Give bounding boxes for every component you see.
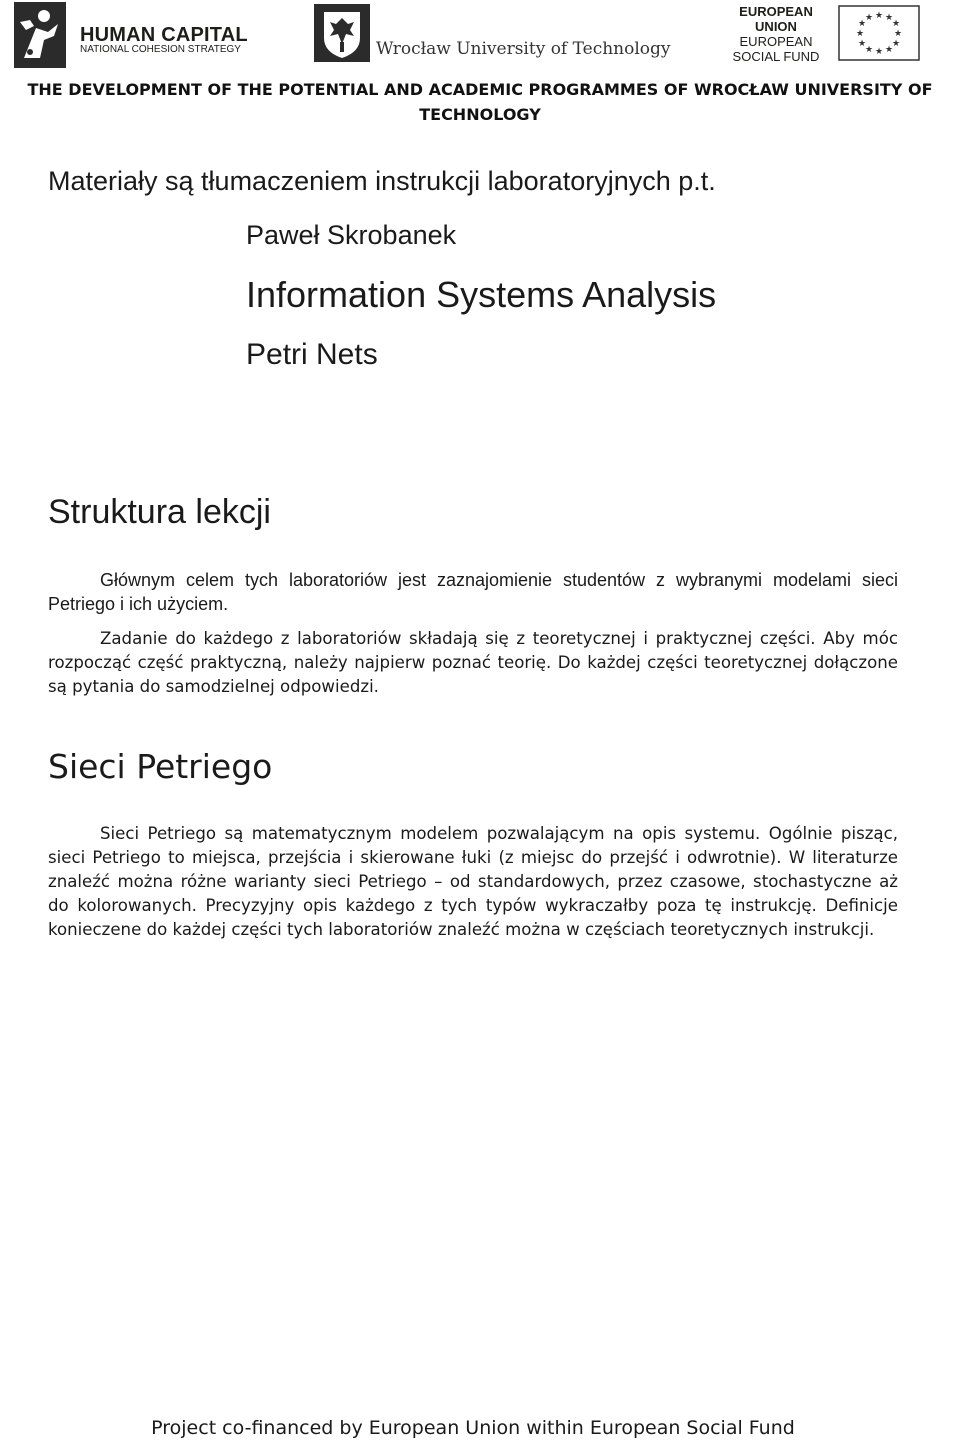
structure-paragraph-1: Głównym celem tych laboratoriów jest zaznajomienie studentów z wybranymi modelami sieci Petriego i ich użyciem. [48,570,898,614]
human-capital-subtitle: NATIONAL COHESION STRATEGY [80,44,241,55]
course-title: Information Systems Analysis [246,274,717,315]
esf-line-2: UNION [755,19,797,34]
section-heading-structure: Struktura lekcji [48,493,271,531]
svg-text:★: ★ [864,45,874,55]
project-title-line-1: THE DEVELOPMENT OF THE POTENTIAL AND ACADEMIC PROGRAMMES OF WROCŁAW UNIVERSITY OF [27,80,933,99]
svg-text:★: ★ [874,47,884,57]
section-heading-petri-nets: Sieci Petriego [48,747,273,786]
structure-paragraph-2: Zadanie do każdego z laboratoriów składają się z teoretycznej i praktycznej części. Aby móc rozpocząć część praktyczną, należy najpierw poznać teorię. Do każdej części teoretycznej dołączone są pytania do samodzielnej odpowiedzi. [48,629,898,696]
human-capital-logo [14,2,254,68]
esf-label [716,4,836,64]
footer-note: Project co-financed by European Union within European Social Fund [151,1417,795,1439]
svg-text:★: ★ [864,13,874,23]
human-capital-emblem-icon [14,2,66,68]
svg-text:★: ★ [893,29,903,39]
project-title [0,77,960,127]
university-crest-icon [314,4,370,62]
petri-nets-paragraph: Sieci Petriego są matematycznym modelem pozwalającym na opis systemu. Ogólnie pisząc, sieci Petriego to miejsca, przejścia i skierowane łuki (z miejsc do przejść i odwrotnie). W literaturze znaleźć można różne warianty sieci Petriego – od standardowych, przez czasowe, stochastyczne aż do kolorowanych. Precyzyjny opis każdego z tych typów wykraczałby poza tę instrukcję. Definicje konieczene do każdej części tych laboratoriów znaleźć można w częściach teoretycznych instrukcji. [48,824,898,939]
university-logo [314,4,674,64]
materials-note: Materiały są tłumaczeniem instrukcji laboratoryjnych p.t. [48,166,716,196]
svg-text:★: ★ [884,13,894,23]
svg-text:★: ★ [874,11,884,21]
project-title-line-2: TECHNOLOGY [419,105,541,124]
eu-flag-icon [838,5,920,61]
svg-text:★: ★ [857,19,867,29]
svg-text:★: ★ [884,45,894,55]
svg-text:★: ★ [891,39,901,49]
svg-text:★: ★ [891,19,901,29]
topic-title: Petri Nets [246,338,378,371]
esf-line-4: SOCIAL FUND [732,49,820,64]
svg-text:★: ★ [855,29,865,39]
author-name: Paweł Skrobanek [246,220,457,250]
svg-text:★: ★ [857,39,867,49]
human-capital-title: HUMAN CAPITAL [80,24,248,46]
university-name: Wrocław University of Technology [376,39,671,59]
esf-line-3: EUROPEAN [739,34,813,49]
esf-line-1: EUROPEAN [739,4,813,19]
